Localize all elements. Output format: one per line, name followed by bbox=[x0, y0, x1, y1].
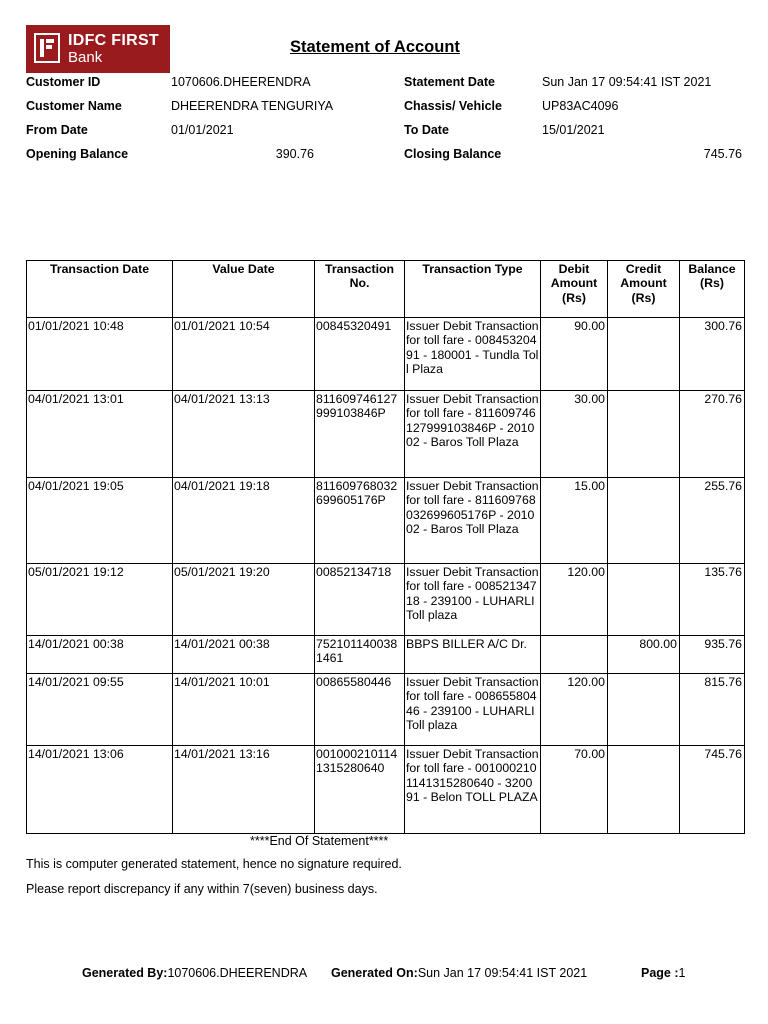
cell-credit bbox=[608, 318, 680, 391]
generated-by-label: Generated By: bbox=[82, 966, 168, 980]
cell-txn-date: 14/01/2021 09:55 bbox=[27, 674, 173, 746]
cell-balance: 935.76 bbox=[680, 636, 745, 674]
header-balance: Balance (Rs) bbox=[680, 261, 745, 318]
from-date-value: 01/01/2021 bbox=[171, 123, 234, 137]
table-header-row bbox=[27, 261, 745, 318]
cell-txn-type: BBPS BILLER A/C Dr. bbox=[405, 636, 541, 674]
cell-value-date: 04/01/2021 13:13 bbox=[173, 391, 315, 478]
opening-balance-label: Opening Balance bbox=[26, 147, 129, 161]
vehicle-value: UP83AC4096 bbox=[542, 99, 619, 113]
customer-name-value: DHEERENDRA TENGURIYA bbox=[171, 99, 334, 113]
bank-name-line1: IDFC FIRST bbox=[68, 32, 159, 49]
cell-balance: 745.76 bbox=[680, 746, 745, 834]
cell-balance: 815.76 bbox=[680, 674, 745, 746]
cell-debit: 120.00 bbox=[541, 674, 608, 746]
cell-credit bbox=[608, 564, 680, 636]
transactions-table bbox=[26, 260, 745, 834]
end-of-statement: ****End Of Statement**** bbox=[250, 834, 389, 848]
vehicle-label: Chassis/ Vehicle bbox=[404, 99, 502, 113]
cell-txn-type: Issuer Debit Transaction for toll fare - 00852134718 - 239100 - LUHARLI Toll plaza bbox=[405, 564, 541, 636]
cell-credit: 800.00 bbox=[608, 636, 680, 674]
cell-value-date: 01/01/2021 10:54 bbox=[173, 318, 315, 391]
cell-balance: 255.76 bbox=[680, 478, 745, 564]
bank-name-line2: Bank bbox=[68, 49, 103, 66]
table-row bbox=[27, 318, 745, 391]
header-transaction-date: Transaction Date bbox=[27, 261, 173, 318]
bank-logo-icon bbox=[34, 33, 60, 63]
closing-balance-value: 745.76 bbox=[703, 147, 742, 161]
page-number bbox=[641, 966, 685, 980]
page-title: Statement of Account bbox=[290, 38, 460, 56]
cell-txn-type: Issuer Debit Transaction for toll fare - 811609746127999103846P - 201002 - Baros Toll Plaza bbox=[405, 391, 541, 478]
table-row bbox=[27, 636, 745, 674]
cell-txn-type: Issuer Debit Transaction for toll fare - 00845320491 - 180001 - Tundla Toll Plaza bbox=[405, 318, 541, 391]
generated-on-label: Generated On: bbox=[331, 966, 418, 980]
to-date-label: To Date bbox=[404, 123, 449, 137]
cell-txn-no: 0010002101141315280640 bbox=[315, 746, 405, 834]
bank-name bbox=[68, 32, 159, 66]
cell-balance: 300.76 bbox=[680, 318, 745, 391]
generated-by bbox=[82, 966, 307, 980]
computer-generated-note: This is computer generated statement, hence no signature required. bbox=[26, 857, 402, 871]
table-row bbox=[27, 746, 745, 834]
table-row bbox=[27, 478, 745, 564]
cell-balance: 270.76 bbox=[680, 391, 745, 478]
cell-txn-type: Issuer Debit Transaction for toll fare - 0010002101141315280640 - 320091 - Belon TOLL PLAZA bbox=[405, 746, 541, 834]
page-label: Page : bbox=[641, 966, 679, 980]
cell-debit: 70.00 bbox=[541, 746, 608, 834]
bank-logo bbox=[26, 25, 170, 73]
cell-debit: 90.00 bbox=[541, 318, 608, 391]
page-value: 1 bbox=[678, 966, 686, 980]
cell-credit bbox=[608, 746, 680, 834]
cell-credit bbox=[608, 478, 680, 564]
header-value-date: Value Date bbox=[173, 261, 315, 318]
table-row bbox=[27, 391, 745, 478]
cell-value-date: 04/01/2021 19:18 bbox=[173, 478, 315, 564]
to-date-value: 15/01/2021 bbox=[542, 123, 605, 137]
customer-name-label: Customer Name bbox=[26, 99, 122, 113]
cell-debit: 15.00 bbox=[541, 478, 608, 564]
cell-value-date: 14/01/2021 13:16 bbox=[173, 746, 315, 834]
generated-on-value: Sun Jan 17 09:54:41 IST 2021 bbox=[417, 966, 588, 980]
cell-debit bbox=[541, 636, 608, 674]
cell-txn-no: 00852134718 bbox=[315, 564, 405, 636]
cell-value-date: 14/01/2021 00:38 bbox=[173, 636, 315, 674]
header-debit-amount: Debit Amount (Rs) bbox=[541, 261, 608, 318]
cell-txn-type: Issuer Debit Transaction for toll fare - 00865580446 - 239100 - LUHARLI Toll plaza bbox=[405, 674, 541, 746]
cell-txn-date: 05/01/2021 19:12 bbox=[27, 564, 173, 636]
cell-credit bbox=[608, 391, 680, 478]
cell-credit bbox=[608, 674, 680, 746]
cell-txn-date: 01/01/2021 10:48 bbox=[27, 318, 173, 391]
cell-txn-no: 811609768032699605176P bbox=[315, 478, 405, 564]
generated-by-value: 1070606.DHEERENDRA bbox=[167, 966, 308, 980]
closing-balance-label: Closing Balance bbox=[404, 147, 502, 161]
cell-txn-no: 00865580446 bbox=[315, 674, 405, 746]
cell-txn-no: 7521011400381461 bbox=[315, 636, 405, 674]
table-row bbox=[27, 564, 745, 636]
cell-txn-date: 04/01/2021 13:01 bbox=[27, 391, 173, 478]
header-credit-amount: Credit Amount (Rs) bbox=[608, 261, 680, 318]
cell-debit: 30.00 bbox=[541, 391, 608, 478]
from-date-label: From Date bbox=[26, 123, 88, 137]
customer-id-value: 1070606.DHEERENDRA bbox=[171, 75, 311, 89]
cell-debit: 120.00 bbox=[541, 564, 608, 636]
customer-id-label: Customer ID bbox=[26, 75, 101, 89]
cell-value-date: 14/01/2021 10:01 bbox=[173, 674, 315, 746]
cell-value-date: 05/01/2021 19:20 bbox=[173, 564, 315, 636]
header-transaction-type: Transaction Type bbox=[405, 261, 541, 318]
cell-txn-no: 00845320491 bbox=[315, 318, 405, 391]
cell-txn-no: 811609746127999103846P bbox=[315, 391, 405, 478]
statement-date-label: Statement Date bbox=[404, 75, 495, 89]
cell-txn-date: 04/01/2021 19:05 bbox=[27, 478, 173, 564]
header-transaction-no: Transaction No. bbox=[315, 261, 405, 318]
cell-balance: 135.76 bbox=[680, 564, 745, 636]
cell-txn-date: 14/01/2021 00:38 bbox=[27, 636, 173, 674]
cell-txn-date: 14/01/2021 13:06 bbox=[27, 746, 173, 834]
table-row bbox=[27, 674, 745, 746]
cell-txn-type: Issuer Debit Transaction for toll fare - 811609768032699605176P - 201002 - Baros Toll Plaza bbox=[405, 478, 541, 564]
opening-balance-value: 390.76 bbox=[275, 147, 314, 161]
discrepancy-note: Please report discrepancy if any within 7(seven) business days. bbox=[26, 882, 378, 896]
statement-date-value: Sun Jan 17 09:54:41 IST 2021 bbox=[542, 75, 712, 89]
generated-on bbox=[331, 966, 587, 980]
